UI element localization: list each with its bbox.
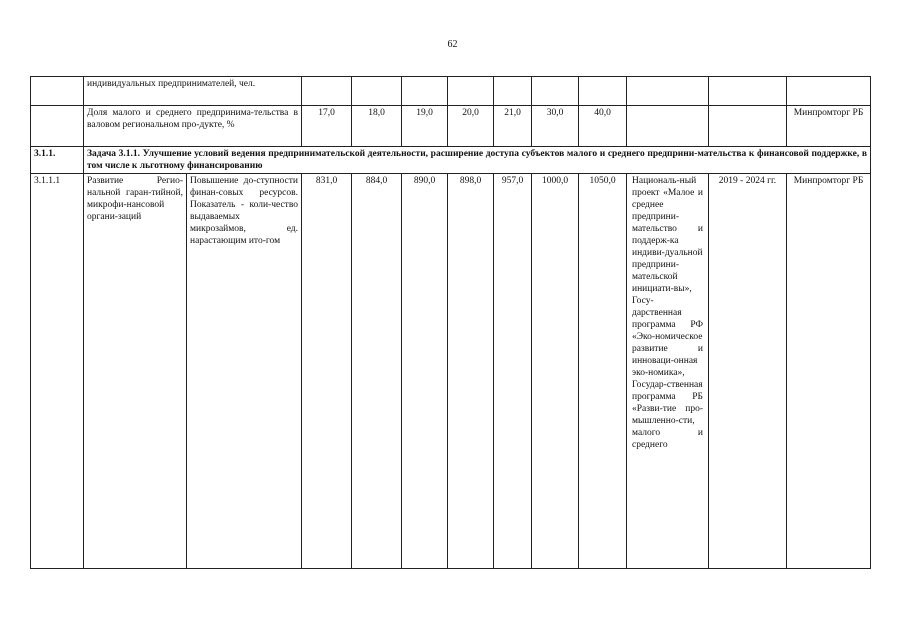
indicator-cell: Повышение до-ступности финан-совых ресурсов. Показатель - коли-чество выдаваемых микрозаймов, ед. нарастающим ито-гом bbox=[187, 174, 302, 569]
executor-cell: Минпромторг РБ bbox=[787, 174, 871, 569]
value-cell: 1000,0 bbox=[532, 174, 579, 569]
value-cell: 40,0 bbox=[579, 106, 627, 147]
page-number: 62 bbox=[447, 39, 458, 50]
num-cell: 3.1.1.1 bbox=[31, 174, 84, 569]
value-cell: 890,0 bbox=[402, 174, 448, 569]
task-text: Задача 3.1.1. Улучшение условий ведения предпринимательской деятельности, расширение доступа субъектов малого и среднего предприни-мательства к финансовой поддержке, в том числе к льготному финансированию bbox=[84, 147, 871, 174]
value-cell: 17,0 bbox=[302, 106, 352, 147]
table-row bbox=[31, 174, 871, 569]
program-table bbox=[30, 76, 871, 569]
indicator-cell: индивидуальных предпринимателей, чел. bbox=[84, 77, 302, 106]
table-row bbox=[31, 77, 871, 106]
value-cell: 831,0 bbox=[302, 174, 352, 569]
value-cell: 1050,0 bbox=[579, 174, 627, 569]
indicator-cell: Доля малого и среднего предпринима-тельства в валовом региональном про-дукте, % bbox=[84, 106, 302, 147]
num-cell bbox=[31, 106, 84, 147]
value-cell: 18,0 bbox=[352, 106, 402, 147]
measure-name-cell: Развитие Регио-нальной гаран-тийной, микрофи-нансовой органи-заций bbox=[84, 174, 187, 569]
value-cell: 20,0 bbox=[448, 106, 494, 147]
executor-cell: Минпромторг РБ bbox=[787, 106, 871, 147]
value-cell: 884,0 bbox=[352, 174, 402, 569]
period-cell: 2019 - 2024 гг. bbox=[709, 174, 787, 569]
table-row bbox=[31, 106, 871, 147]
program-cell: Националь-ный проект «Малое и среднее предприни-мательство и поддерж-ка индиви-дуальной предприни-мательской инициати-вы», Госу-дарственная программа РФ «Эко-номическое развитие и инноваци-онная эко-номика», Государ-ственная программа РБ «Разви-тие про-мышленно-сти, малого и среднего bbox=[627, 174, 709, 569]
task-number: 3.1.1. bbox=[31, 147, 84, 174]
value-cell: 30,0 bbox=[532, 106, 579, 147]
num-cell bbox=[31, 77, 84, 106]
task-row bbox=[31, 147, 871, 174]
value-cell: 21,0 bbox=[494, 106, 532, 147]
value-cell: 898,0 bbox=[448, 174, 494, 569]
value-cell: 19,0 bbox=[402, 106, 448, 147]
value-cell: 957,0 bbox=[494, 174, 532, 569]
